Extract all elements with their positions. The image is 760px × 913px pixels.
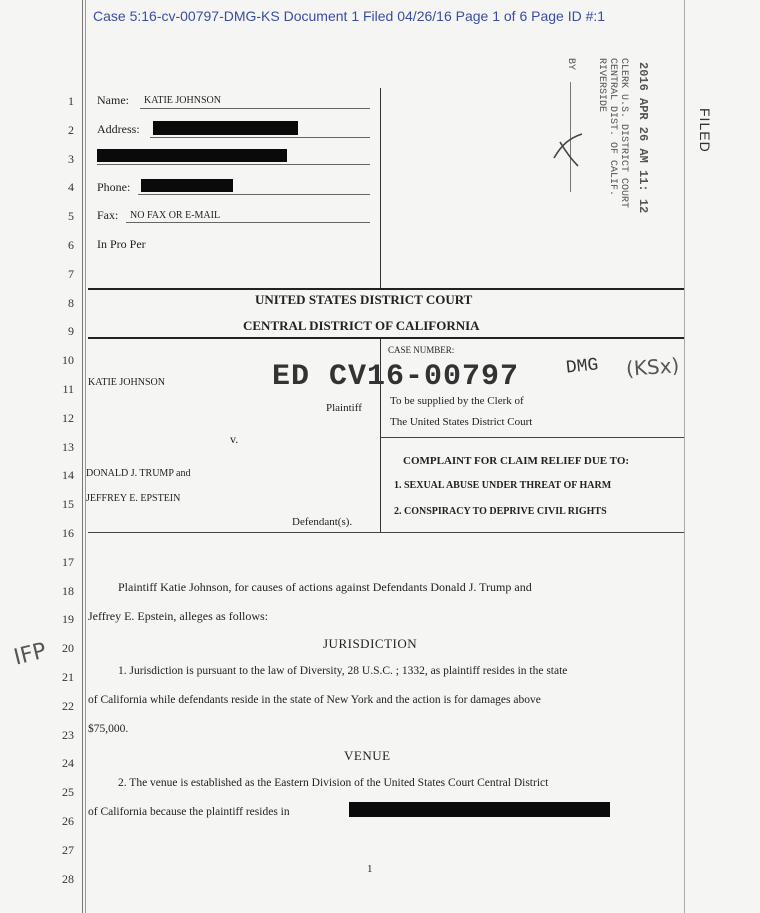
line-number: 12: [62, 410, 74, 425]
case-supplied-line-1: To be supplied by the Clerk of: [390, 395, 524, 407]
line-number: 1: [68, 94, 74, 108]
jurisdiction-line-1: 1. Jurisdiction is pursuant to the law of Diversity, 28 U.S.C. ; 1332, as plaintiff resides in the state: [118, 665, 568, 677]
filed-date-stamp: 2016 APR 26 AM 11: 12: [636, 62, 650, 214]
right-margin-rule: [684, 0, 685, 913]
line-number: 2: [68, 122, 74, 137]
complaint-item-1: 1. SEXUAL ABUSE UNDER THREAT OF HARM: [394, 480, 612, 491]
line-number: 25: [62, 785, 74, 800]
left-margin-rule-inner: [85, 0, 86, 913]
fax-value: NO FAX OR E-MAIL: [130, 210, 221, 221]
line-number: 27: [62, 842, 74, 857]
clerk-stamp-text: [596, 58, 629, 208]
phone-underline: [138, 194, 370, 195]
phone-label: Phone:: [97, 180, 131, 194]
line-number: 14: [62, 468, 74, 483]
case-box-rule: [380, 437, 684, 438]
case-supplied-line-2: The United States District Court: [390, 416, 533, 428]
defendant-1: DONALD J. TRUMP and: [86, 468, 191, 479]
line-number: 16: [62, 526, 74, 540]
line-number: 11: [62, 382, 74, 396]
line-number: 17: [62, 554, 74, 569]
clerk-line-2: CENTRAL DIST. OF CALIF.: [607, 58, 618, 197]
case-box-bottom-rule: [380, 532, 684, 533]
stamp-by: BY: [565, 58, 576, 71]
clerk-line-1: CLERK U.S. DISTRICT COURT: [618, 58, 629, 209]
line-number: 20: [62, 641, 74, 656]
line-number: 8: [68, 295, 74, 310]
parties-bottom-rule: [88, 532, 381, 533]
address-redaction-2: [97, 149, 287, 162]
versus: v.: [230, 432, 239, 446]
court-name-line-1: UNITED STATES DISTRICT COURT: [255, 292, 473, 307]
intro-line-1: Plaintiff Katie Johnson, for causes of actions against Defendants Donald J. Trump and: [118, 580, 532, 594]
filed-stamp: FILED: [697, 108, 713, 153]
case-number-label: CASE NUMBER:: [388, 345, 455, 355]
venue-heading: VENUE: [344, 748, 391, 763]
line-number: 13: [62, 439, 74, 454]
jurisdiction-line-2: of California while defendants reside in the state of New York and the action is for damages above: [88, 694, 541, 706]
plaintiff-label: Plaintiff: [326, 402, 362, 414]
residence-redaction: [349, 802, 610, 817]
jurisdiction-line-3: $75,000.: [88, 723, 129, 735]
court-name-line-2: CENTRAL DISTRICT OF CALIFORNIA: [243, 318, 480, 333]
jurisdiction-heading: JURISDICTION: [323, 636, 418, 651]
court-title-rule-top: [88, 288, 684, 290]
line-number: 6: [68, 238, 74, 252]
ecf-header: Case 5:16-cv-00797-DMG-KS Document 1 Filed 04/26/16 Page 1 of 6 Page ID #:1: [93, 8, 606, 24]
line-number: 19: [62, 612, 74, 627]
line-number: 21: [62, 670, 74, 684]
page-number: 1: [367, 863, 373, 875]
fax-label: Fax:: [97, 208, 119, 222]
intro-line-2: Jeffrey E. Epstein, alleges as follows:: [88, 609, 269, 623]
name-label: Name:: [97, 93, 129, 107]
court-title-rule-bottom: [88, 337, 684, 339]
line-number: 22: [62, 698, 74, 713]
judge-initials: DMG: [565, 355, 600, 379]
defendants-label: Defendant(s).: [292, 516, 353, 528]
line-number: 4: [68, 180, 74, 195]
plaintiff-name: KATIE JOHNSON: [88, 377, 165, 388]
phone-redaction: [141, 179, 233, 192]
line-number: 15: [62, 497, 74, 512]
address-label: Address:: [97, 122, 140, 136]
line-number: 9: [68, 324, 74, 339]
line-number: 28: [62, 871, 74, 886]
line-number: 3: [68, 151, 74, 166]
address-underline-2: [97, 164, 370, 165]
line-number: 18: [62, 583, 74, 598]
line-number: 7: [68, 266, 74, 281]
stamp-box-left-border: [380, 88, 381, 288]
name-value: KATIE JOHNSON: [144, 95, 221, 106]
line-number: 24: [62, 756, 74, 771]
defendant-2: JEFFREY E. EPSTEIN: [86, 493, 181, 504]
complaint-item-2: 2. CONSPIRACY TO DEPRIVE CIVIL RIGHTS: [394, 506, 607, 517]
handwritten-ifp: IFP: [11, 638, 49, 671]
clerk-line-3: RIVERSIDE: [596, 58, 607, 113]
line-number: 26: [62, 814, 74, 828]
line-number: 5: [68, 209, 74, 224]
venue-line-1: 2. The venue is established as the Eastern Division of the United States Court Central District: [118, 777, 549, 789]
left-margin-rule: [82, 0, 83, 913]
name-underline: [140, 108, 370, 109]
pro-per: In Pro Per: [97, 237, 146, 251]
complaint-title: COMPLAINT FOR CLAIM RELIEF DUE TO:: [403, 455, 630, 467]
address-redaction-1: [153, 121, 298, 135]
address-underline-1: [150, 137, 370, 138]
handwritten-magistrate: (KSx): [625, 353, 681, 381]
case-number: ED CV16-00797: [272, 360, 520, 394]
venue-line-2: of California because the plaintiff resides in: [88, 806, 290, 818]
line-number: 23: [62, 727, 74, 742]
line-number: 10: [62, 353, 74, 368]
fax-underline: [126, 222, 370, 223]
clerk-initials-mark: [548, 130, 588, 170]
